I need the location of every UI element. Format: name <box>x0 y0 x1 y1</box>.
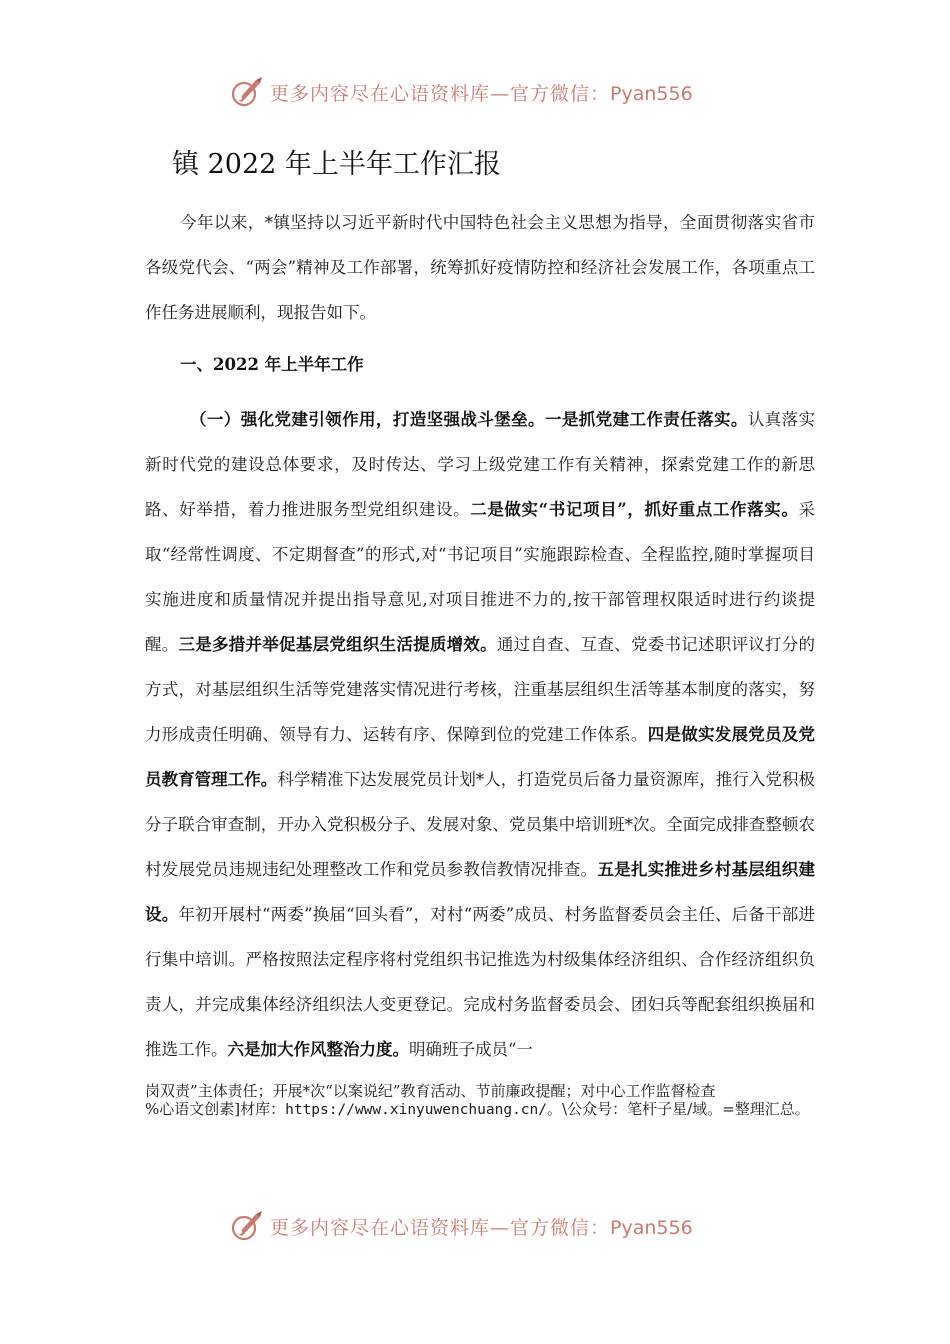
section-1-paragraph <box>145 397 815 1072</box>
item-2-lead: 二是做实“书记项目”，抓好重点工作落实。 <box>470 500 799 519</box>
tail-text: 岗双责”主体责任；开展*次“以案说纪”教育活动、节前廉政提醒；对中心工作监督检查 <box>145 1082 716 1100</box>
watermark-text: 更多内容尽在心语资料库—官方微信：Pyan556 <box>270 82 693 105</box>
wechat-id: Pyan556 <box>610 1216 693 1239</box>
item-1-body: 认真落实新时代党的建设总体要求，及时传达、学习上级党建工作有关精神，探索党建工作的新思路、好举措，着力推进服务型党组织建设。 <box>145 410 816 519</box>
wechat-id: Pyan556 <box>610 82 693 105</box>
source-note-a: %心语文创素]材库： <box>145 1100 286 1118</box>
item-6-body: 明确班子成员“一 <box>409 1040 533 1059</box>
watermark-text: 更多内容尽在心语资料库—官方微信：Pyan556 <box>270 1216 693 1239</box>
section-heading: 一、2022 年上半年工作 <box>180 355 364 374</box>
quill-logo-icon <box>230 74 266 110</box>
item-3-lead: 三是多措并举促基层党组织生活提质增效。 <box>178 635 497 654</box>
page-title: 镇 2022 年上半年工作汇报 <box>172 149 501 180</box>
subsection-heading: （一）强化党建引领作用，打造坚强战斗堡垒。 <box>190 410 545 429</box>
item-4-body: 科学精准下达发展党员计划*人，打造党员后备力量资源库，推行入党积极分子联合审查制，开办入党积极分子、发展对象、党员集中培训班*次。全面完成排查整顿农村发展党员违规违纪处理整改工作和党员参教信教情况排查。 <box>145 770 816 879</box>
item-5-lead: 五是扎实推进乡村基层组织建设。 <box>145 860 816 924</box>
quill-logo-icon <box>230 1208 266 1244</box>
item-2-body: 采取“经常性调度、不定期督查”的形式,对“书记项目”实施跟踪检查、全程监控,随时掌握项目实施进度和质量情况并提出指导意见,对项目推进不力的,按干部管理权限适时进行约谈提醒。 <box>145 500 816 654</box>
item-5-body: 年初开展村“两委”换届“回头看”，对村“两委”成员、村务监督委员会主任、后备干部进行集中培训。严格按照法定程序将村党组织书记推选为村级集体经济组织、合作经济组织负责人，并完成集体经济组织法人变更登记。完成村务监督委员会、团妇兵等配套组织换届和推选工作。 <box>145 905 816 1059</box>
tail-paragraph <box>145 1082 815 1119</box>
item-4-lead: 四是做实发展党员及党员教育管理工作。 <box>145 725 816 789</box>
item-3-body: 通过自查、互查、党委书记述职评议打分的方式，对基层组织生活等党建落实情况进行考核，注重基层组织生活等基本制度的落实，努力形成责任明确、领导有力、运转有序、保障到位的党建工作体系。 <box>145 635 816 744</box>
source-url: https://www.xinyuwenchuang.cn/ <box>285 1102 548 1118</box>
intro-paragraph: 今年以来，*镇坚持以习近平新时代中国特色社会主义思想为指导，全面贯彻落实省市各级党代会、“两会”精神及工作部署，统筹抓好疫情防控和经济社会发展工作，各项重点工作任务进展顺利，现报告如下。 <box>145 213 815 322</box>
watermark-banner-top <box>230 72 693 112</box>
watermark-banner-bottom <box>230 1206 693 1246</box>
source-note-b: 。\公众号：笔杆子星/域。=整理汇总。 <box>547 1100 810 1118</box>
item-1-lead: 一是抓党建工作责任落实。 <box>544 410 748 429</box>
item-6-lead: 六是加大作风整治力度。 <box>227 1040 409 1059</box>
